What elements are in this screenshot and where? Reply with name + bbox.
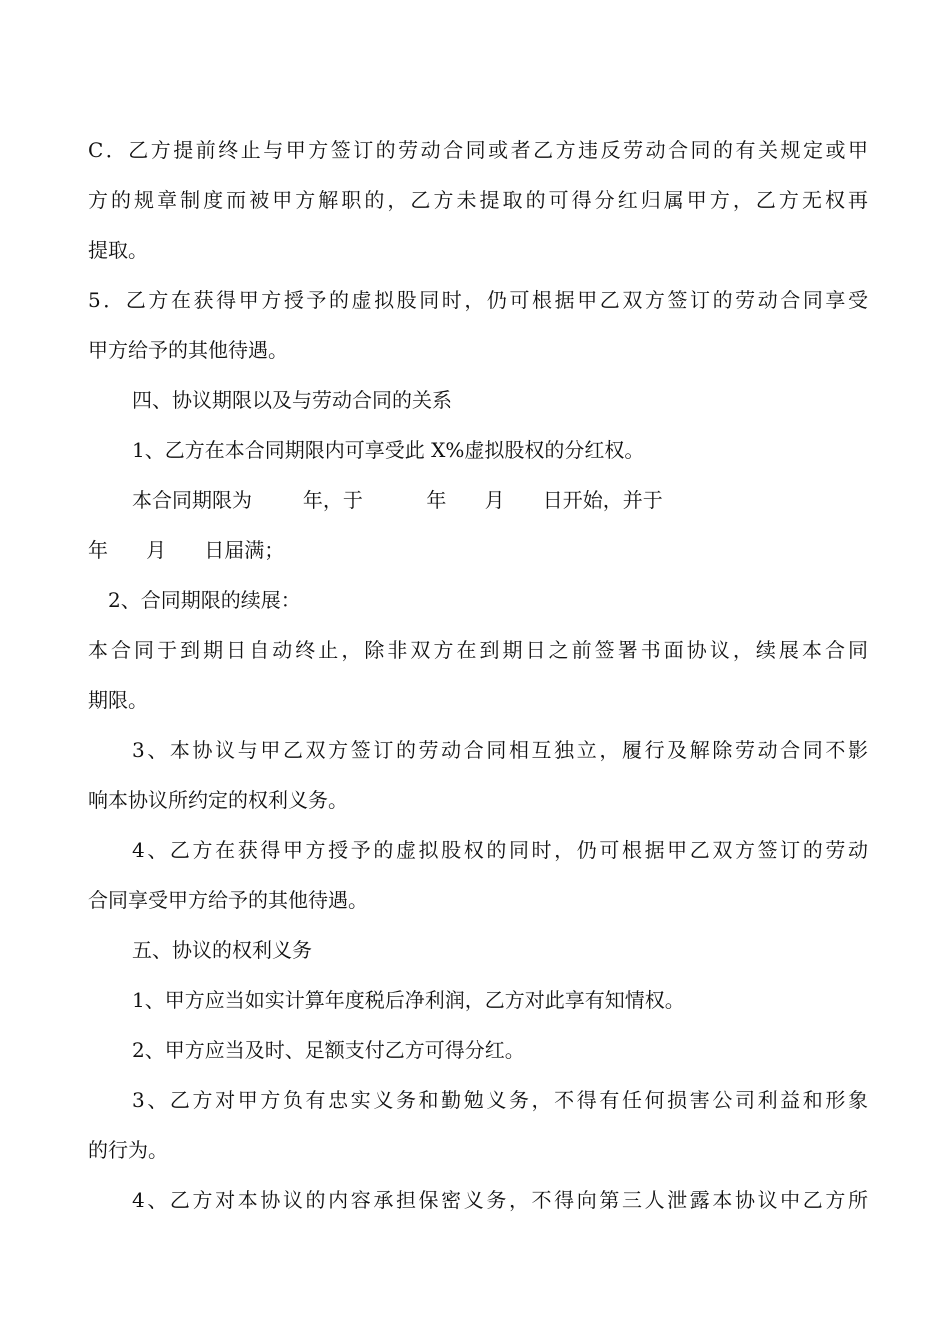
paragraph-line: 4、乙方对本协议的内容承担保密义务，不得向第三人泄露本协议中乙方所 [132,1188,868,1212]
paragraph-line: 的行为。 [88,1138,168,1162]
paragraph-line: 响本协议所约定的权利义务。 [88,788,348,812]
paragraph-line: 5．乙方在获得甲方授予的虚拟股同时，仍可根据甲乙双方签订的劳动合同享受 [88,288,868,312]
section-heading: 四、协议期限以及与劳动合同的关系 [132,388,452,412]
paragraph-line: 3、本协议与甲乙双方签订的劳动合同相互独立，履行及解除劳动合同不影 [132,738,868,762]
paragraph-line: 甲方给予的其他待遇。 [88,338,288,362]
paragraph-line: C．乙方提前终止与甲方签订的劳动合同或者乙方违反劳动合同的有关规定或甲 [88,138,868,162]
paragraph-line: 1、甲方应当如实计算年度税后净利润，乙方对此享有知情权。 [132,988,685,1012]
paragraph-line: 2、合同期限的续展： [108,588,301,612]
paragraph-line: 3、乙方对甲方负有忠实义务和勤勉义务，不得有任何损害公司利益和形象 [132,1088,868,1112]
paragraph-line: 提取。 [88,238,148,262]
paragraph-line: 年 月 日届满； [88,538,285,562]
paragraph-line: 本合同期限为 年，于 年 月 日开始，并于 [132,488,663,512]
paragraph-line: 本合同于到期日自动终止，除非双方在到期日之前签署书面协议，续展本合同 [88,638,868,662]
paragraph-line: 期限。 [88,688,148,712]
paragraph-line: 2、甲方应当及时、足额支付乙方可得分红。 [132,1038,525,1062]
paragraph-line: 合同享受甲方给予的其他待遇。 [88,888,368,912]
section-heading: 五、协议的权利义务 [132,938,312,962]
paragraph-line: 4、乙方在获得甲方授予的虚拟股权的同时，仍可根据甲乙双方签订的劳动 [132,838,868,862]
paragraph-line: 1、乙方在本合同期限内可享受此 X%虚拟股权的分红权。 [132,438,645,462]
paragraph-line: 方的规章制度而被甲方解职的，乙方未提取的可得分红归属甲方，乙方无权再 [88,188,868,212]
